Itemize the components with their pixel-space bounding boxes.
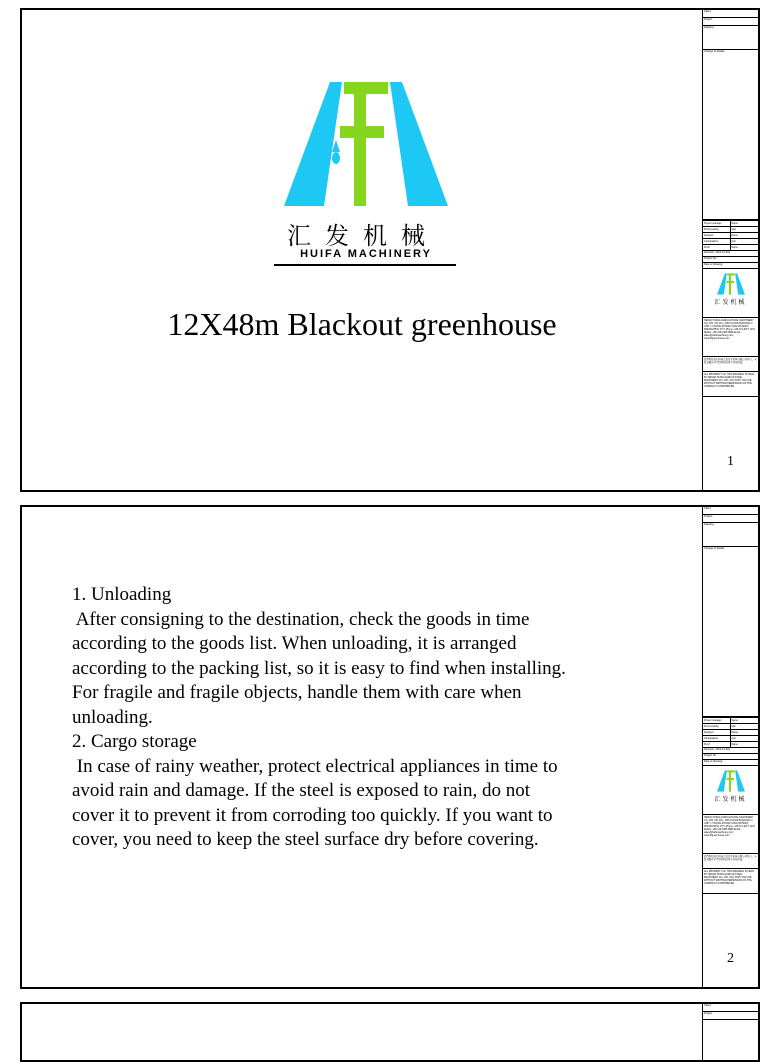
tb-cell: Name [731,718,759,724]
tb-logo-box [703,766,758,815]
text-line: cover, you need to keep the steel surface dry before covering. [72,829,539,850]
tb-project-no: Project No.: [703,754,758,760]
tb-cell: Name [731,221,759,227]
tb-copyright-cn: 此图纸版权归河南汇发农业机械有限公司所有，未经书面许可不得复制或用于其他用途。 [703,854,758,869]
tb-cell: also [731,724,759,730]
tb-cell: Name [731,742,759,748]
tb-cell: Proof [703,245,731,251]
page-number: 2 [727,951,734,966]
tb-staff-grid [703,220,758,251]
tb-project: Project: [703,18,758,26]
title-block [702,1004,758,1060]
tb-copyright-en: ALL PROPERTY OF THIS DRAWING IS HELD BY HENAN HUIFA AGRICULTURAL MACHINERY CO.,LTD. ANY COPY OR USE WITHOUT WRITTEN PERMISSION OF THE COMPANY IS PROHIBITED. [703,869,758,894]
tb-logo-cn: 汇发机械 [714,299,747,306]
tb-project: Project: [703,1012,758,1020]
title-block [702,10,758,490]
tb-change-details: Change of details [703,547,758,717]
text-line: 2. Cargo storage [72,731,197,752]
tb-company-address: HENAN HUIFA AGRICULTURAL MACHINERY CO.,LTD. NO.16-1, 29th FLOOR BUILDING 4 UNIT 1 YAOHAI ZHONGYUAN DISTRICT, ZHENGZHOU CITY Phone: +86-371-6677 1467 Mobile: +86-139-3385 9588 Email: sales@huifamachinery.com www.hfgreenhouse.com [703,815,758,854]
huifa-logo-mark-small [717,273,745,295]
tb-cell: Project manager [703,718,731,724]
text-line: cover it to prevent it from corroding too quickly. If you want to [72,804,553,826]
tb-logo-box [703,269,758,318]
text-line: 1. Unloading [72,584,172,605]
text-line: After consigning to the destination, check the goods in time [72,608,530,630]
tb-revision: Revision: 2021-12-001 [703,251,758,257]
tb-logo-cn: 汇发机械 [714,796,747,803]
cover-title: 12X48m Blackout greenhouse [167,306,557,342]
tb-cell: Designer [703,233,731,239]
huifa-logo-mark [284,82,448,206]
text-line: In case of rainy weather, protect electrical appliances in time to [72,755,558,777]
tb-staff-grid [703,717,758,748]
tb-cell: Cartographer [703,239,731,245]
sheet-main-area [22,10,702,490]
tb-cell: Cell [731,736,759,742]
drawing-sheet-1 [20,8,760,492]
tb-cell: Proof-reading [703,227,731,233]
text-line: avoid rain and damage. If the steel is exposed to rain, do not [72,780,530,801]
tb-drawing: Drawing: [703,26,758,50]
tb-date: Date of drawing: [703,263,758,269]
huifa-logo-mark-small [717,770,745,792]
tb-drawing: Drawing: [703,523,758,547]
tb-copyright-cn: 此图纸版权归河南汇发农业机械有限公司所有，未经书面许可不得复制或用于其他用途。 [703,357,758,372]
tb-client: Client: [703,507,758,515]
instructions-text [72,583,672,853]
tb-cell: Cartographer [703,736,731,742]
logo-english-name: HUIFA MACHINERY [300,248,432,260]
drawing-sheet-2 [20,505,760,989]
logo-chinese-name: 汇发机械 [287,222,439,250]
tb-cell: Project manager [703,221,731,227]
page-number: 1 [727,454,734,469]
tb-cell: Name [731,233,759,239]
tb-date: Date of drawing: [703,760,758,766]
title-block [702,507,758,987]
tb-cell: Name [731,245,759,251]
text-line: For fragile and fragile objects, handle them with care when [72,682,522,703]
logo-underline [274,264,456,266]
tb-project: Project: [703,515,758,523]
tb-change-details: Change of details [703,50,758,220]
tb-company-address: HENAN HUIFA AGRICULTURAL MACHINERY CO.,LTD. NO.16-1, 29th FLOOR BUILDING 4 UNIT 1 YAOHAI ZHONGYUAN DISTRICT, ZHENGZHOU CITY Phone: +86-371-6677 1467 Mobile: +86-139-3385 9588 Email: sales@huifamachinery.com www.hfgreenhouse.com [703,318,758,357]
tb-cell: also [731,227,759,233]
tb-cell: Designer [703,730,731,736]
sheet-main-area [22,507,702,987]
tb-project-no: Project No.: [703,257,758,263]
tb-revision: Revision: 2021-12-001 [703,748,758,754]
tb-client: Client: [703,10,758,18]
tb-client: Client: [703,1004,758,1012]
tb-cell: Proof [703,742,731,748]
text-line: according to the packing list, so it is easy to find when installing. [72,657,566,679]
tb-cell: Name [731,730,759,736]
text-line: unloading. [72,706,153,728]
drawing-sheet-3 [20,1002,760,1062]
tb-copyright-en: ALL PROPERTY OF THIS DRAWING IS HELD BY HENAN HUIFA AGRICULTURAL MACHINERY CO.,LTD. ANY COPY OR USE WITHOUT WRITTEN PERMISSION OF THE COMPANY IS PROHIBITED. [703,372,758,397]
tb-cell: Cell [731,239,759,245]
text-line: according to the goods list. When unloading, it is arranged [72,633,517,654]
tb-cell: Proof-reading [703,724,731,730]
